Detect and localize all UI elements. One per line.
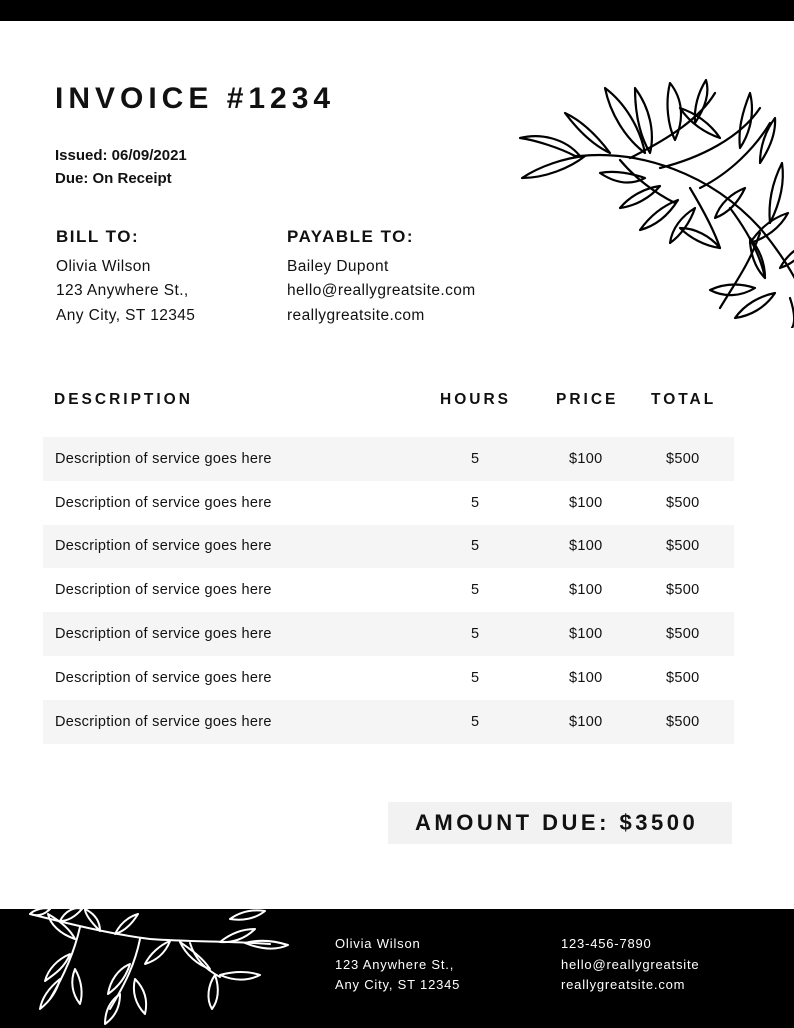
row-price: $100	[569, 494, 603, 511]
payable-to-name: Bailey Dupont	[287, 257, 389, 275]
row-hours: 5	[471, 713, 480, 730]
payable-to-website: reallygreatsite.com	[287, 306, 425, 324]
amount-due: AMOUNT DUE: $3500	[415, 810, 699, 835]
row-total: $500	[666, 582, 700, 599]
row-description: Description of service goes here	[55, 713, 272, 730]
invoice-title: INVOICE #1234	[55, 82, 336, 115]
issued-date: Issued: 06/09/2021	[55, 147, 187, 164]
column-header-description: DESCRIPTION	[54, 391, 193, 408]
row-total: $500	[666, 494, 700, 511]
top-bar	[0, 0, 794, 21]
bill-to-address-line1: 123 Anywhere St.,	[56, 282, 189, 299]
row-total: $500	[666, 713, 700, 730]
row-price: $100	[569, 713, 603, 730]
footer	[0, 909, 794, 1028]
bill-to-block	[56, 225, 195, 328]
footer-phone: 123-456-7890	[561, 936, 652, 951]
payable-to-block	[287, 225, 476, 328]
row-hours: 5	[471, 450, 480, 467]
row-price: $100	[569, 450, 603, 467]
row-description: Description of service goes here	[55, 669, 272, 686]
table-row	[43, 481, 734, 525]
row-description: Description of service goes here	[55, 494, 272, 511]
row-total: $500	[666, 450, 700, 467]
footer-contact-right	[561, 934, 699, 996]
bill-to-name: Olivia Wilson	[56, 257, 151, 275]
leaf-branch-icon	[20, 909, 290, 1028]
row-price: $100	[569, 626, 603, 643]
row-price: $100	[569, 582, 603, 599]
footer-address-line1: 123 Anywhere St.,	[335, 956, 455, 972]
column-header-hours: HOURS	[440, 391, 511, 408]
table-row	[43, 437, 734, 481]
table-row	[43, 700, 734, 744]
payable-to-email: hello@reallygreatsite.com	[287, 282, 476, 299]
payable-to-heading: PAYABLE TO:	[287, 227, 415, 246]
column-header-price: PRICE	[556, 391, 619, 408]
row-description: Description of service goes here	[55, 450, 272, 467]
footer-website: reallygreatsite.com	[561, 977, 686, 992]
bill-to-heading: BILL TO:	[56, 227, 140, 246]
footer-email: hello@reallygreatsite	[561, 956, 700, 972]
row-total: $500	[666, 626, 700, 643]
row-hours: 5	[471, 582, 480, 599]
row-description: Description of service goes here	[55, 582, 272, 599]
row-price: $100	[569, 538, 603, 555]
footer-address-line2: Any City, ST 12345	[335, 977, 461, 992]
footer-contact-left	[335, 934, 460, 996]
due-date: Due: On Receipt	[55, 170, 172, 187]
line-items-table	[43, 437, 734, 744]
table-row	[43, 612, 734, 656]
row-hours: 5	[471, 494, 480, 511]
row-description: Description of service goes here	[55, 538, 272, 555]
row-total: $500	[666, 538, 700, 555]
amount-due-box	[388, 802, 732, 844]
row-hours: 5	[471, 538, 480, 555]
row-price: $100	[569, 669, 603, 686]
footer-name: Olivia Wilson	[335, 936, 421, 951]
row-total: $500	[666, 669, 700, 686]
bill-to-address-line2: Any City, ST 12345	[56, 306, 196, 324]
row-hours: 5	[471, 669, 480, 686]
invoice-dates	[55, 144, 187, 190]
column-header-total: TOTAL	[651, 391, 717, 408]
row-hours: 5	[471, 626, 480, 643]
table-row	[43, 656, 734, 700]
row-description: Description of service goes here	[55, 626, 272, 643]
table-row	[43, 525, 734, 569]
table-row	[43, 568, 734, 612]
leaf-branch-icon	[510, 78, 794, 328]
